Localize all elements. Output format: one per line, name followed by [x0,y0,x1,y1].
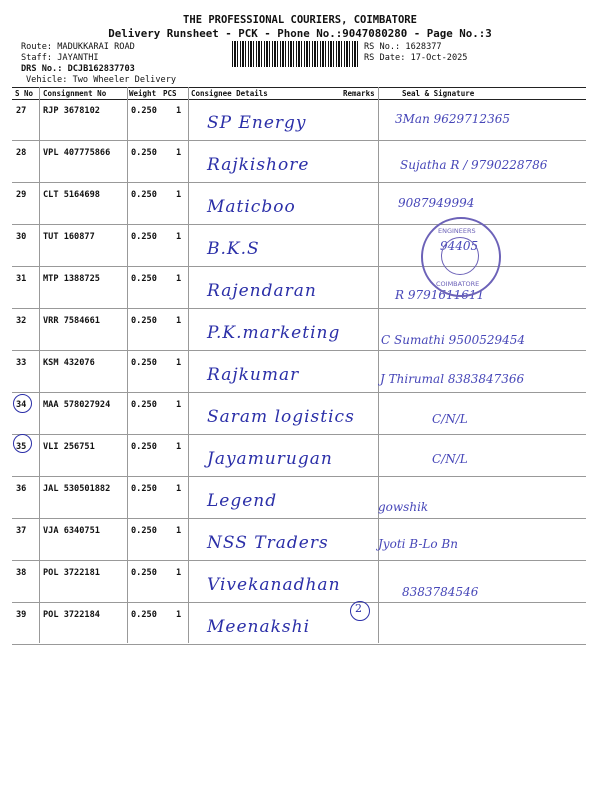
row-weight: 0.250 [131,400,157,410]
row-signature: 9087949994 [398,196,475,210]
count-note: 2 [355,602,362,615]
row-consignee-handwritten: Vivekanadhan [207,575,341,595]
table-row [12,267,586,309]
row-consignment-no: VLI 256751 [43,442,95,452]
seal-inner-ring [441,237,479,275]
row-sno: 31 [16,274,27,284]
row-sno: 36 [16,484,27,494]
row-weight: 0.250 [131,106,157,116]
col-consignment: Consignment No [43,89,107,98]
row-signature: C/N/L [432,412,468,426]
staff-label: Staff: JAYANTHI [21,53,99,63]
table-top-rule [12,87,586,88]
col-sno: S No [15,89,34,98]
row-pcs: 1 [176,148,182,158]
row-consignee-handwritten: Rajkishore [207,155,310,175]
row-signature: gowshik [378,500,429,514]
col-weight: Weight [129,89,157,98]
row-signature: Jyoti B-Lo Bn [378,537,458,551]
row-weight: 0.250 [131,442,157,452]
row-divider [12,644,586,645]
row-pcs: 1 [176,610,182,620]
row-pcs: 1 [176,484,182,494]
row-consignment-no: MAA 578027924 [43,400,111,410]
row-consignment-no: KSM 432076 [43,358,95,368]
row-consignment-no: VRR 7584661 [43,316,100,326]
row-signature: 94405 [440,239,479,253]
row-consignee-handwritten: Jayamurugan [207,449,333,469]
row-pcs: 1 [176,316,182,326]
row-consignee-handwritten: Maticboo [207,197,296,217]
document-title: THE PROFESSIONAL COURIERS, COIMBATORE [183,14,417,26]
row-sno: 29 [16,190,27,200]
row-signature: 3Man 9629712365 [395,112,510,126]
row-consignment-no: POL 3722181 [43,568,100,578]
row-sno: 28 [16,148,27,158]
row-weight: 0.250 [131,232,157,242]
rs-number: RS No.: 1628377 [364,42,442,52]
row-weight: 0.250 [131,316,157,326]
row-pcs: 1 [176,442,182,452]
row-pcs: 1 [176,274,182,284]
row-consignment-no: TUT 160877 [43,232,95,242]
row-sno: 35 [16,442,27,452]
row-consignee-handwritten: Rajendaran [207,281,317,301]
row-weight: 0.250 [131,526,157,536]
row-consignment-no: MTP 1388725 [43,274,100,284]
col-remarks: Remarks [343,89,375,98]
row-consignment-no: JAL 530501882 [43,484,111,494]
row-sno: 38 [16,568,27,578]
row-sno: 27 [16,106,27,116]
row-signature: J Thirumal 8383847366 [380,372,525,386]
row-pcs: 1 [176,358,182,368]
row-consignee-handwritten: P.K.marketing [207,323,341,343]
row-consignment-no: RJP 3678102 [43,106,100,116]
row-consignee-handwritten: B.K.S [207,239,260,259]
row-weight: 0.250 [131,484,157,494]
row-weight: 0.250 [131,358,157,368]
row-signature: R 9791611611 [395,288,485,302]
row-consignee-handwritten: Rajkumar [207,365,300,385]
row-signature: 8383784546 [402,585,479,599]
row-weight: 0.250 [131,274,157,284]
row-pcs: 1 [176,232,182,242]
row-sno: 32 [16,316,27,326]
row-pcs: 1 [176,190,182,200]
row-consignment-no: VPL 407775866 [43,148,111,158]
row-consignment-no: CLT 5164698 [43,190,100,200]
row-34-circle-mark [13,394,32,413]
row-pcs: 1 [176,526,182,536]
table-row [12,603,586,645]
table-row [12,519,586,561]
col-pcs: PCS [163,89,177,98]
col-consignee: Consignee Details [191,89,268,98]
row-consignee-handwritten: Legend [207,491,278,511]
barcode [232,41,360,67]
row-sno: 39 [16,610,27,620]
row-sno: 37 [16,526,27,536]
table-row [12,393,586,435]
row-consignment-no: VJA 6340751 [43,526,100,536]
row-weight: 0.250 [131,568,157,578]
seal-top-text: ENGINEERS [438,227,476,235]
row-consignee-handwritten: Saram logistics [207,407,355,427]
row-consignee-handwritten: SP Energy [207,113,307,133]
table-row [12,561,586,603]
runsheet-subtitle: Delivery Runsheet - PCK - Phone No.:9047080280 - Page No.:3 [108,27,492,40]
row-pcs: 1 [176,568,182,578]
row-pcs: 1 [176,106,182,116]
table-row [12,183,586,225]
col-seal-signature: Seal & Signature [402,89,475,98]
row-35-circle-mark [13,434,32,453]
row-pcs: 1 [176,400,182,410]
row-consignee-handwritten: Meenakshi [207,617,311,637]
rs-date: RS Date: 17-Oct-2025 [364,53,468,63]
row-consignment-no: POL 3722184 [43,610,100,620]
row-weight: 0.250 [131,610,157,620]
row-sno: 30 [16,232,27,242]
table-row [12,435,586,477]
row-sno: 33 [16,358,27,368]
company-seal-stamp [421,217,501,297]
row-consignee-handwritten: NSS Traders [207,533,329,553]
row-weight: 0.250 [131,190,157,200]
row-signature: C Sumathi 9500529454 [381,333,526,347]
seal-bottom-text: COIMBATORE [436,280,480,288]
row-weight: 0.250 [131,148,157,158]
vehicle-label: Vehicle: Two Wheeler Delivery [26,75,177,85]
table-row [12,477,586,519]
row-signature: Sujatha R / 9790228786 [400,158,548,172]
row-signature: C/N/L [432,452,468,466]
drs-label: DRS No.: DCJB162837703 [21,64,135,74]
route-label: Route: MADUKKARAI ROAD [21,42,135,52]
row-sno: 34 [16,400,27,410]
